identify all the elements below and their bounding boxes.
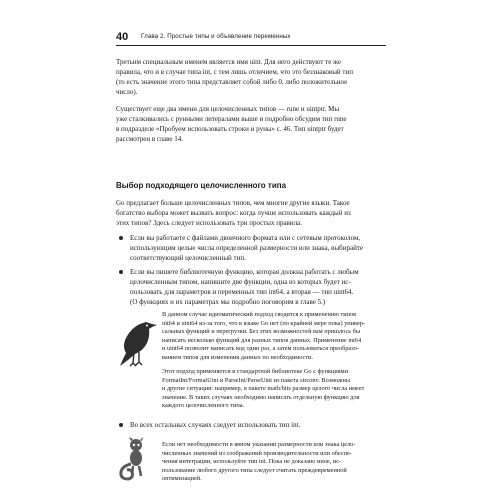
section-title: Выбор подходящего целочисленного типа bbox=[116, 181, 287, 190]
text-line: Во всех остальных случаях следует использовать тип int. bbox=[130, 421, 301, 429]
bullet-dot-icon bbox=[119, 236, 123, 240]
text-line: написать несколько функций для разных типов данных. Применение int64 bbox=[162, 336, 362, 344]
text-line: соответствующий целочисленный тип. bbox=[130, 254, 246, 262]
page-header bbox=[116, 31, 386, 46]
paragraph-rune-uintptr bbox=[116, 104, 386, 144]
text-line: число). bbox=[116, 88, 138, 96]
text-line: Если вы работаете с файлами двоичного формата или с сетевым протоколом, bbox=[130, 234, 361, 242]
text-line: пользовать для параметров и переменных тип int64, а вторая — тип uint64. bbox=[130, 288, 354, 296]
text-line: значение. В таких случаях необходимо написать отдельную функцию для bbox=[162, 393, 360, 401]
text-line: оптимизацией. bbox=[162, 475, 202, 483]
lemur-icon bbox=[112, 436, 156, 482]
text-line: и uint64 позволит написать код один раз, а затем пользоваться преобразо- bbox=[162, 345, 359, 353]
text-line: int64 и uint64 из-за того, что в языке Go нет (по крайней мере пока) универ- bbox=[162, 319, 366, 327]
text-line: пользование любого другого типа следует считать преждевременной bbox=[162, 466, 347, 474]
text-line: ванием типов для изменения данных по необходимости. bbox=[162, 353, 313, 361]
paragraph-uint bbox=[116, 57, 386, 97]
bullet-dot-icon bbox=[119, 270, 123, 274]
note-idiomatic-approach bbox=[162, 311, 386, 363]
text-line: Третьим специальным именем является имя uint. Для него действуют те же bbox=[116, 58, 341, 66]
note-premature-optimization bbox=[162, 441, 386, 484]
text-line: Существует еще два имени для целочисленных типов — rune и uintptr. Мы bbox=[116, 105, 340, 113]
crow-icon bbox=[112, 316, 158, 370]
text-line: Если вы пишете библиотечную функцию, которая должна работать с любым bbox=[130, 268, 359, 276]
running-title: Глава 2. Простые типы и объявление переменных bbox=[141, 33, 291, 40]
text-line: целочисленным типом, напишите две функции, одна из которых будет ис- bbox=[130, 278, 351, 286]
paragraph-intro bbox=[116, 198, 386, 228]
text-line: уже сталкивались с рунными литералами выше и подробно обсудим тип rune bbox=[116, 115, 347, 123]
text-line: FormatInt/FormatUint и ParseInt/ParseUint из пакета strconv. Возможны bbox=[162, 376, 351, 384]
text-line: (то есть значение этого типа представляет собой либо 0, либо положительное bbox=[116, 78, 348, 86]
page-number: 40 bbox=[116, 31, 129, 43]
text-line: богатство выбора может вызвать вопрос: когда лучше использовать каждый из bbox=[116, 209, 351, 217]
text-line: численных значений из соображений производительности или обеспе- bbox=[162, 449, 352, 457]
text-line: правила, что и в случае типа int, с тем лишь отличием, что это беззнаковый тип bbox=[116, 68, 353, 76]
text-line: чения интеграции, используйте тип int. Пока не доказано иное, ис- bbox=[162, 458, 342, 466]
text-line: сальных функций и перегрузки. Без этих возможностей вам пришлось бы bbox=[162, 328, 361, 336]
note-standard-library bbox=[162, 368, 386, 411]
text-line: в подразделе «Пробуем использовать строки и руны» с. 46. Тип uintptr будет bbox=[116, 125, 344, 133]
text-line: этих типов? Здесь следует использовать три простых правила. bbox=[116, 219, 302, 227]
text-line: рассмотрен в главе 14. bbox=[116, 135, 183, 143]
text-line: Если нет необходимости в явном указании размерности или знака цело- bbox=[162, 441, 356, 448]
text-line: Этот подход применяется в стандартной библиотеке Go с функциями bbox=[162, 368, 348, 375]
text-line: (О функциях и их параметрах мы подробно поговорим в главе 5.) bbox=[130, 298, 326, 306]
text-line: Go предлагает больше целочисленных типов, чем многие другие языки. Такое bbox=[116, 199, 350, 207]
text-line: использующим целые числа определенной размерности или знака, выбирайте bbox=[130, 244, 363, 252]
text-line: каждого целочисленного типа. bbox=[162, 402, 245, 410]
text-line: и другие ситуации: например, в пакете math/bits размер целого числа имеет bbox=[162, 385, 365, 393]
bullet-dot-icon bbox=[119, 423, 123, 427]
text-line: В данном случае идиоматический подход сводится к применению типов bbox=[162, 311, 357, 318]
